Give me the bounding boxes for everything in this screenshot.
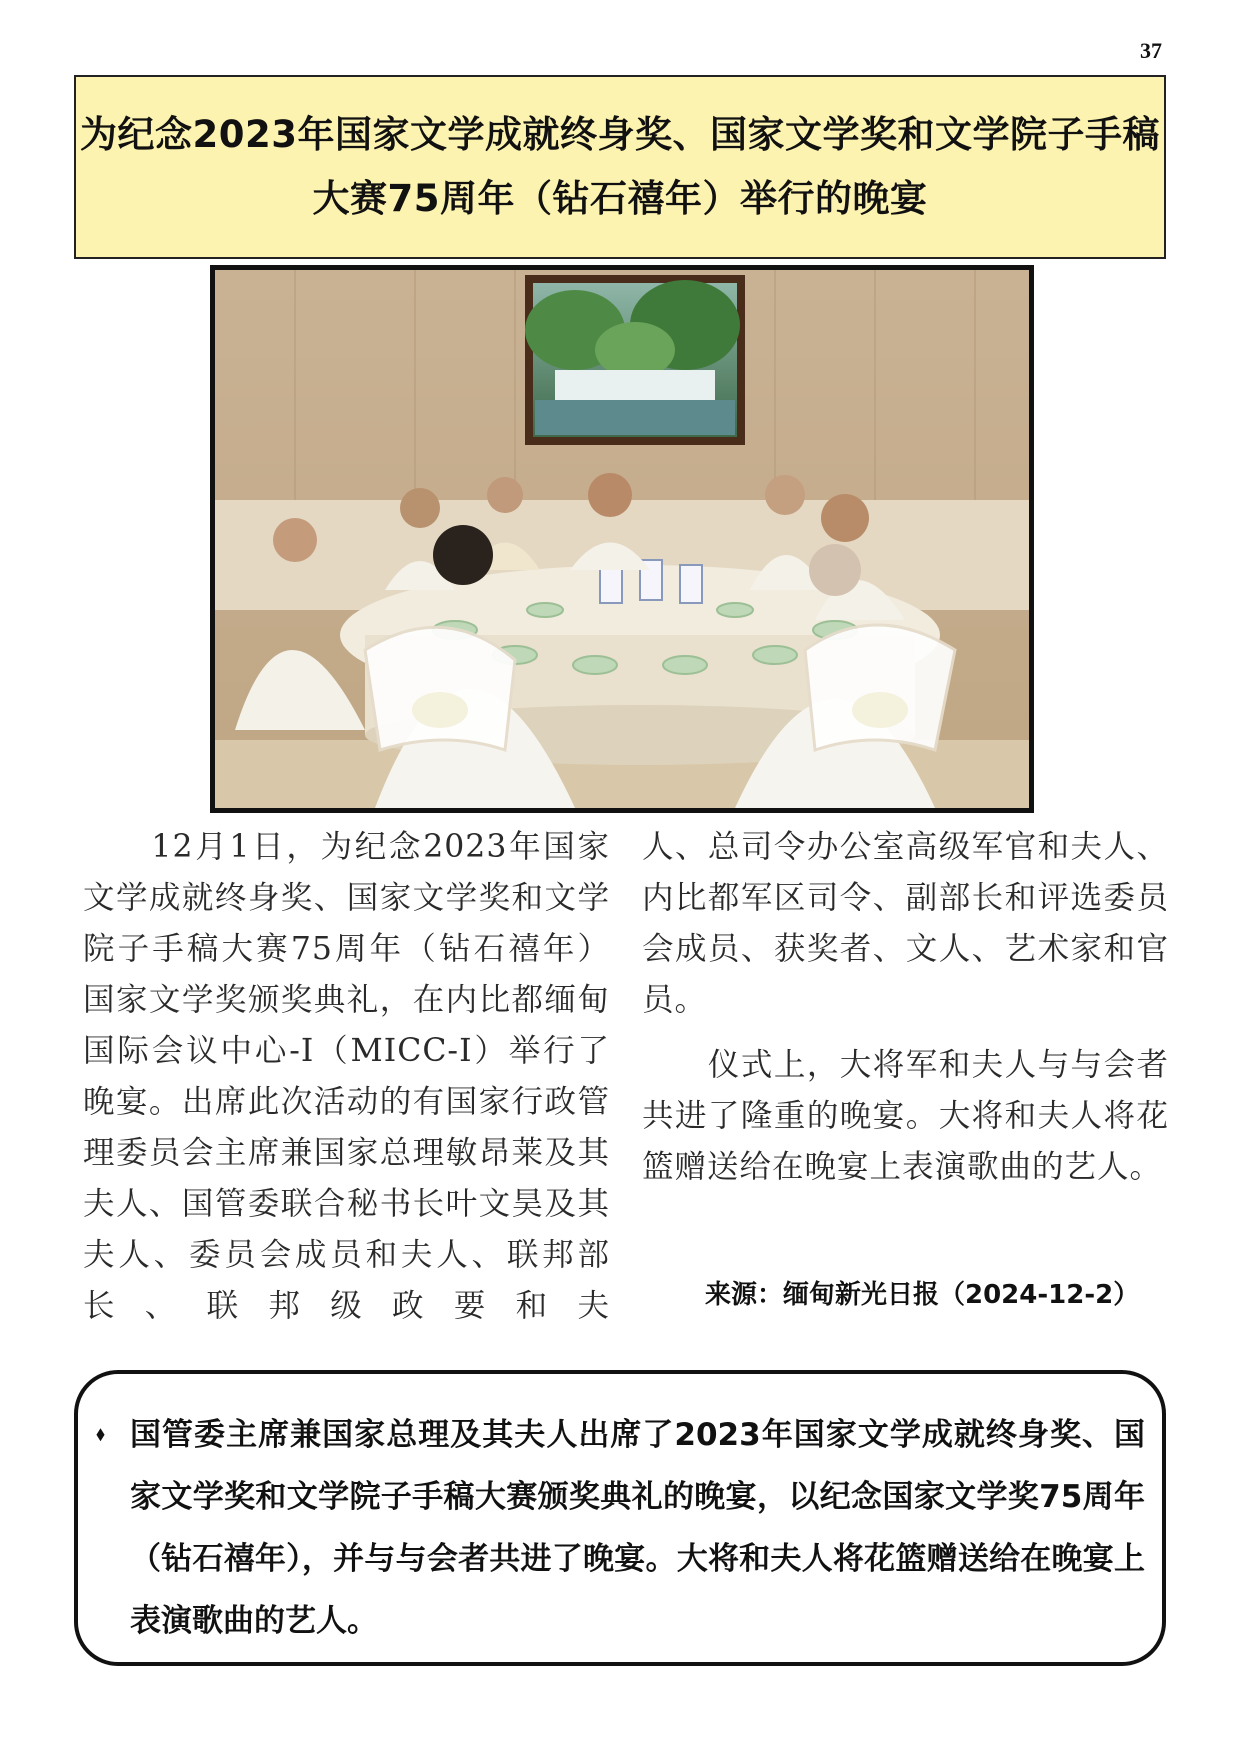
article-right-column (642, 822, 1169, 1193)
bullet-icon: ⬧ (96, 1421, 105, 1445)
banquet-photo-icon (215, 270, 1029, 808)
article-left-column (83, 822, 610, 1332)
article-source: 来源：缅甸新光日报（2024-12-2） (705, 1280, 1140, 1310)
title-line-2: 大赛75周年（钻石禧年）举行的晚宴 (312, 177, 928, 220)
page-number: 37 (1140, 38, 1162, 63)
title-box (74, 75, 1166, 259)
article-paragraph-3: 仪式上，大将军和夫人与与会者共进了隆重的晚宴。大将和夫人将花篮赠送给在晚宴上表演歌曲的艺人。 (642, 1047, 1169, 1185)
summary-text: 国管委主席兼国家总理及其夫人出席了2023年国家文学成就终身奖、国家文学奖和文学院子手稿大赛颁奖典礼的晚宴，以纪念国家文学奖75周年（钻石禧年），并与与会者共进了晚宴。大将和夫人将花篮赠送给在晚宴上表演歌曲的艺人。 (130, 1417, 1145, 1639)
banquet-photo (210, 265, 1034, 813)
title-line-1: 为纪念2023年国家文学成就终身奖、国家文学奖和文学院子手稿 (80, 113, 1160, 156)
article-paragraph-1: 12月1日，为纪念2023年国家文学成就终身奖、国家文学奖和文学院子手稿大赛75周年（钻石禧年）国家文学奖颁奖典礼，在内比都缅甸国际会议中心-I（MICC-I）举行了晚宴。出席此次活动的有国家行政管理委员会主席兼国家总理敏昂莱及其夫人、国管委联合秘书长叶文昊及其夫人、委员会成员和夫人、联邦部长、联邦级政要和夫 (83, 829, 610, 1324)
article-paragraph-2: 人、总司令办公室高级军官和夫人、内比都军区司令、副部长和评选委员会成员、获奖者、文人、艺术家和官员。 (642, 829, 1169, 1018)
